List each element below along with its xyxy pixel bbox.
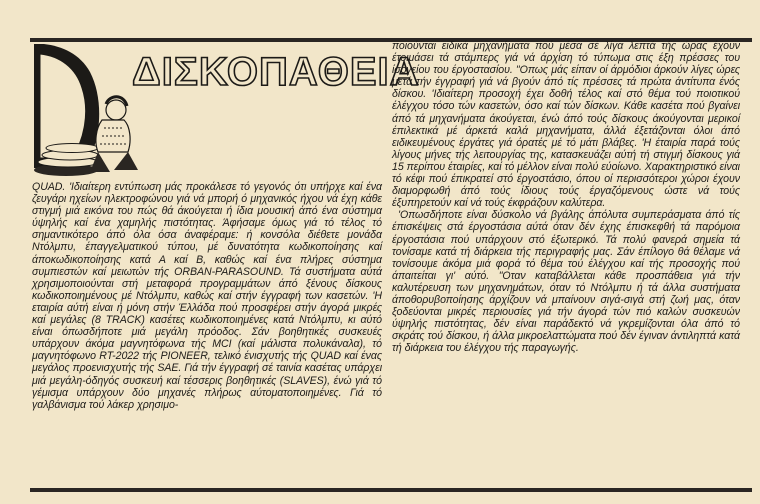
column-2-paragraph-1: ποιούνται ειδικά μηχανήματα πού μέσα σέ λίγα λεπτά τής ώρας έχουν έτοιμάσει τά στάμπερς γιά νά άρχίση τό τύπωμα στις έξη πρέσσες του ίσογείου του έργοστασίου. "Οπως μάς είπαν οί άρμόδιοι άρκούν λίγες ώρες μετά τήν έγγραφή γιά νά βγούν άπό τίς πρέσσες τά πρώτα άντίτυπα ένός δίσκου. 'Ιδιαίτερη προσοχή έχει δοθή τέλος καί στό θέμα τού ποιοτικού έλέγχου τόσο τών κασετών, όσο καί τών δίσκων. Κάθε κασέτα πού βγαίνει άπό τά μηχανήματα άκούγεται, ένώ άπό τούς δίσκους άκούγονται μερικοί έπιλεκτικά μέ άρκετά καλά μηχανήματα, άλλά έξετάζονται όλοι άπό ειδικευμένους έργάτες γιά όρατές μέ τό μάτι βλάβες. 'Η έταιρία παρά τούς λίγους μήνες τής λειτουργίας της, κατασκευάζει αύτή τή στιγμή δίσκους γιά 15 περίπου έταιρίες, καί τό μέλλον είναι πολύ εύοίωνο. Χαρακτηριστικό είναι τό κέφι πού έπικρατεί στό έργοστάσιο, όπου οί περισσότεροι χώροι έχουν διαμορφωθή άπό τούς ίδιους τούς έργαζόμενους ώστε νά τούς έξυπηρετούν καί νά τούς έκφράζουν καλύτερα.: [392, 40, 740, 210]
article-title: ΔΙΣΚΟΠΑΘΕΙΑ: [132, 50, 420, 94]
column-1-text: QUAD. 'Ιδιαίτερη εντύπωση μάς προκάλεσε τό γεγονός ότι υπήρχε καί ένα ζευγάρι ηχείων ηλεκτροφώνου γιά νά μπορή ό μηχανικός ήχου νά έχη κάθε στιγμή μιά εικόνα του πώς θά άκούγεται ή ίδια μουσική άπό ένα σύστημα ύψηλής καί ένα χαμηλής πιστότητας. Άφήσαμε όμως γιά τό τέλος τό σημαντικότερο άπό όλα όσα άναφέραμε: ή κονσόλα διέθετε μονάδα Ντόλμπυ, έπαγγελματικού τύπου, μέ δυνατότητα κωδικοποίησης καί άποκωδικοποίησης κατά Α καί Β, καθώς καί ένα πλήρες σύστημα συμπιεστών καί μειωτών τής ORBAN-PARASOUND. Τά συστήματα αύτά χρησιμοποιούνται στή μεταφορά προγραμμάτων άπό ξένους δίσκους κωδικοποιημένους μέ Ντόλμπυ, καθώς καί στήν έγγραφή των κασετών. 'Η εταιρία αύτή είναι ή μόνη στήν Έλλάδα πού προσφέρει στήν άγορά μικρές καί μεγάλες (8 TRACK) κασέτες κωδικοποιημένες κατά Ντόλμπυ, κι αύτό είναι όπωσδήποτε μιά μεγάλη πρόοδος. Σάν βοηθητικές συσκευές υπάρχουν άκόμα μαγνητόφωνα τής MCI (καί μάλιστα πολυκάναλα), τό μαγνητόφωνο RT-2022 τής PIONEER, τελικό ένισχυτής τής QUAD καί ένας μεγάλος προενισχυτής τής SAE. Γιά τήν έγγραφή σέ ταινία κασέτας υπάρχει μιά μεγάλη-όδηγός συσκευή καί τέσσερις βοηθητικές (SLAVES), ένώ γιά τό γέμισμα υπάρχουν δύο μηχανές πλήρως αύτοματοποιημένες. Γιά τό γαλβάνισμα τού λάκερ χρησιμο-: [32, 181, 382, 411]
record-stack-illustration: [32, 44, 142, 180]
article-column-1: [32, 181, 382, 411]
article-column-2: [392, 40, 740, 354]
bottom-rule: [30, 488, 752, 492]
column-2-paragraph-2: 'Οπωσδήποτε είναι δύσκολο νά βγάλης άπόλυτα συμπεράσματα άπό τίς έπισκέψεις στά έργοστάσια αύτά όταν δέν έχης έπισκεφθή τά παρόμοια έργοστάσια πού υπάρχουν στό έξωτερικό. Τά πολύ φανερά σημεία τά τονίσαμε κατά τή διάρκεια τής περιγραφής μας. Σάν έπίλογο θά θέλαμε νά τονίσουμε άκόμα μιά φορά τό θέμα τού έλέγχου καί τής προσοχής πού άπαιτείται γι' αύτό. "Οταν καταβάλλεται κάθε προσπάθεια γιά τήν καλυτέρευση των μηχανημάτων, όταν τό Ντόλμπυ ή τά άλλα συστήματα άποθορυβοποίησης άρχίζουν νά μπαίνουν σιγά-σιγά στή ζωή μας, όταν ξοδεύονται μικρές περιουσίες γιά τήν άγορά τών πιό καλών συσκευών ύψηλής πιστότητας, δέν είναι παράδεκτό νά γκρεμίζονται όλα άπό τό σκράτς τού δίσκου, ή άλλα μικροελαττώματα πού δέν έγιναν άντιληπτά κατά τή διάρκεια του έλέγχου τής παραγωγής.: [392, 209, 740, 355]
article-header: [32, 44, 420, 182]
